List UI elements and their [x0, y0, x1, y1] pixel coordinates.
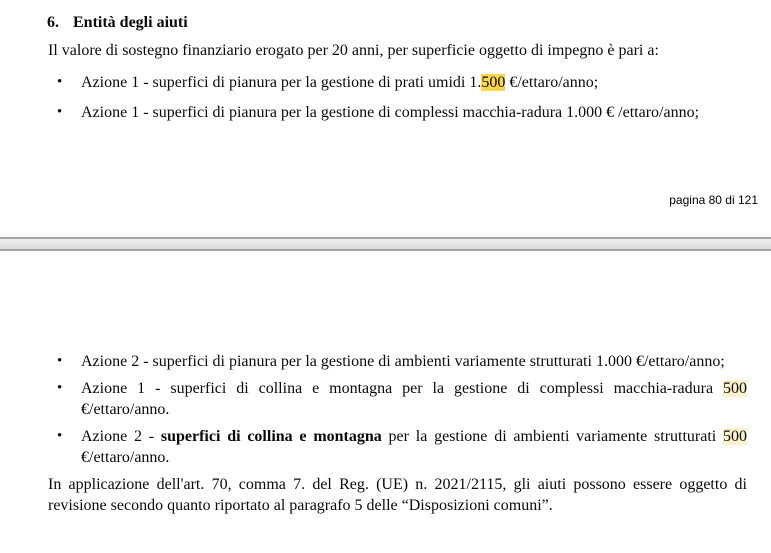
bullet-marker: •: [57, 380, 63, 396]
list-item: [57, 426, 747, 468]
section-heading: [47, 14, 188, 32]
bullet-marker: •: [57, 104, 63, 120]
bullet-marker: •: [57, 353, 63, 369]
text-run-hl-pale: 500: [723, 428, 748, 445]
text-run: €/ettaro/anno;: [505, 74, 599, 91]
list-item: [57, 72, 598, 93]
list-item-text: [81, 426, 747, 468]
page-break-separator: [0, 237, 771, 251]
list-item: [57, 378, 747, 420]
bullet-marker: •: [57, 74, 63, 90]
document-page-81: [0, 251, 771, 553]
section-title: Entità degli aiuti: [73, 14, 188, 31]
text-run: €/ettaro/anno.: [81, 401, 170, 418]
list-item-text: [81, 378, 747, 420]
document-page-80: [0, 0, 771, 237]
list-item-text: [81, 72, 598, 93]
list-item: [57, 351, 747, 372]
bullet-marker: •: [57, 428, 63, 444]
text-run: €/ettaro/anno.: [81, 449, 170, 466]
list-item-text: [81, 351, 747, 372]
text-run-bold: superfici di collina e montagna: [160, 428, 382, 445]
page-2-content: [48, 351, 747, 516]
intro-paragraph: Il valore di sostegno finanziario erogato per 20 anni, per superficie oggetto di impegno è pari a:: [48, 42, 659, 59]
text-run: Azione 2 -: [81, 428, 161, 445]
text-run: Azione 1 - superfici di collina e montagna per la gestione di complessi macchia-radura: [81, 380, 723, 397]
text-run: Azione 2 - superfici di pianura per la gestione di ambienti variamente strutturati 1.000 €/ettaro/anno;: [81, 353, 725, 370]
text-run-hl-pale: 500: [723, 380, 747, 397]
text-run-hl-strong: 500: [481, 74, 506, 91]
closing-paragraph: In applicazione dell'art. 70, comma 7. del Reg. (UE) n. 2021/2115, gli aiuti possono essere oggetto di revisione secondo quanto riportato al paragrafo 5 delle “Disposizioni comuni”.: [48, 476, 747, 514]
section-number: 6.: [47, 14, 59, 31]
text-run: per la gestione di ambienti variamente strutturati: [381, 428, 724, 445]
list-item-text: [81, 102, 699, 123]
list-item: [57, 102, 699, 123]
text-run: Azione 1 - superfici di pianura per la gestione di complessi macchia-radura 1.000 € /ettaro/anno;: [81, 104, 700, 121]
page-number-footer: pagina 80 di 121: [669, 193, 758, 207]
text-run: Azione 1 - superfici di pianura per la gestione di prati umidi 1.: [81, 74, 482, 91]
